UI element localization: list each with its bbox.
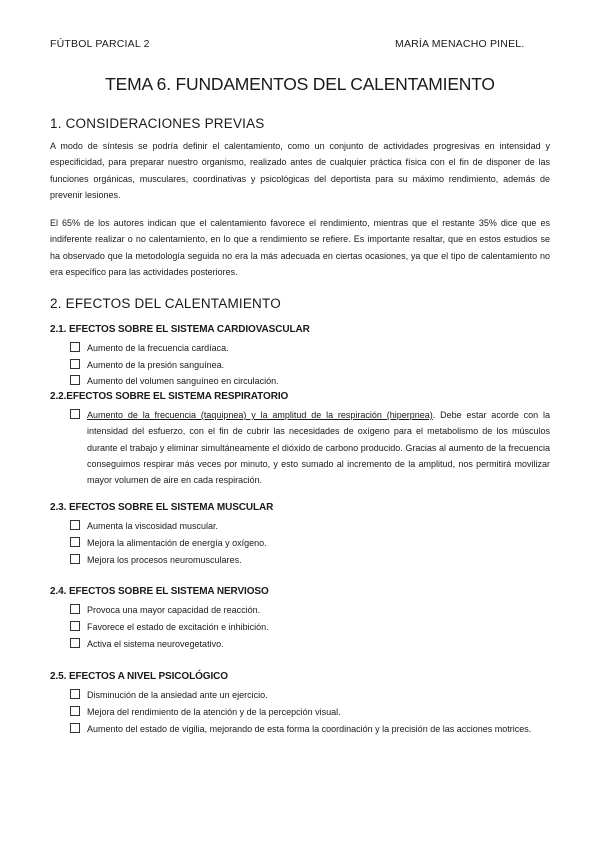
subsection-2-2-heading: 2.2.EFECTOS SOBRE EL SISTEMA RESPIRATORIO (50, 391, 289, 402)
list-item (70, 340, 550, 356)
subsection-2-3-heading: 2.3. EFECTOS SOBRE EL SISTEMA MUSCULAR (50, 502, 274, 513)
checkbox-icon (70, 409, 80, 419)
list-item-text: Aumento del estado de vigilia, mejorando de esta forma la coordinación y la precisión de las acciones motrices. (87, 724, 532, 734)
list-item (70, 518, 550, 534)
list-item (70, 357, 550, 373)
checkbox-icon (70, 638, 80, 648)
list-item (70, 619, 550, 635)
list-item (70, 373, 550, 389)
list-item-text: Mejora los procesos neuromusculares. (87, 555, 242, 565)
list-item (70, 407, 550, 488)
underlined-text: Aumento de la frecuencia (taquipnea) y la amplitud de la respiración (hiperpnea) (87, 410, 433, 420)
list-item (70, 552, 550, 568)
checkbox-icon (70, 604, 80, 614)
subsection-2-1-heading: 2.1. EFECTOS SOBRE EL SISTEMA CARDIOVASCULAR (50, 324, 310, 335)
checkbox-icon (70, 342, 80, 352)
subsection-2-4-heading: 2.4. EFECTOS SOBRE EL SISTEMA NERVIOSO (50, 586, 269, 597)
list-item-text: Aumento del volumen sanguíneo en circulación. (87, 376, 279, 386)
list-item-text: Aumento de la frecuencia cardíaca. (87, 343, 229, 353)
checkbox-icon (70, 621, 80, 631)
list-item-text: Disminución de la ansiedad ante un ejercicio. (87, 690, 268, 700)
list-item-text: Activa el sistema neurovegetativo. (87, 639, 224, 649)
list-item (70, 721, 550, 737)
header-right: MARÍA MENACHO PINEL. (395, 38, 525, 50)
section-2-heading: 2. EFECTOS DEL CALENTAMIENTO (50, 296, 281, 311)
checkbox-icon (70, 554, 80, 564)
subsection-2-5-heading: 2.5. EFECTOS A NIVEL PSICOLÓGICO (50, 671, 228, 682)
checkbox-icon (70, 689, 80, 699)
section-1-paragraph-1: A modo de síntesis se podría definir el calentamiento, como un conjunto de actividades progresivas en intensidad y especificidad, para preparar nuestro organismo, realizado antes de cualquier práctica física con el fin de disponer de las funciones orgánicas, musculares, coordinativas y psicológicas del deportista para su máximo rendimiento, además de prevenir lesiones. (50, 141, 550, 200)
list-item (70, 535, 550, 551)
checkbox-icon (70, 723, 80, 733)
list-item-text: Aumenta la viscosidad muscular. (87, 521, 219, 531)
list-item-text (87, 407, 550, 488)
checkbox-icon (70, 375, 80, 385)
list-item-text: Mejora la alimentación de energía y oxígeno. (87, 538, 267, 548)
checkbox-icon (70, 520, 80, 530)
list-item-rest: . Debe estar acorde con la intensidad del esfuerzo, con el fin de cubrir las necesidades de oxígeno para el metabolismo de los músculos durante el trabajo y eliminar simultáneamente el dióxido de carbono producido. Gracias al aumento de la frecuencia conseguimos respirar más veces por minuto, y esto sumado al incremento de la amplitud, nos permitirá movilizar mayor volumen de aire en cada respiración. (87, 410, 550, 486)
list-item-text: Aumento de la presión sanguínea. (87, 360, 225, 370)
header-left: FÚTBOL PARCIAL 2 (50, 38, 150, 50)
list-item (70, 602, 550, 618)
section-1-paragraph-2: El 65% de los autores indican que el calentamiento favorece el rendimiento, mientras que el restante 35% dice que es indiferente realizar o no calentamiento, en lo que a rendimiento se refiere. Es importante resaltar, que en estos estudios se ha observado que la metodología seguida no era la más adecuada en ciertas ocasiones, ya que el tipo de calentamiento no era específico para las actividades posteriores. (50, 218, 550, 277)
checkbox-icon (70, 537, 80, 547)
list-item (70, 687, 550, 703)
list-item-text: Favorece el estado de excitación e inhibición. (87, 622, 269, 632)
list-item (70, 636, 550, 652)
page-title: TEMA 6. FUNDAMENTOS DEL CALENTAMIENTO (105, 74, 495, 94)
checkbox-icon (70, 706, 80, 716)
section-1-heading: 1. CONSIDERACIONES PREVIAS (50, 116, 265, 131)
checkbox-icon (70, 359, 80, 369)
list-item-text: Mejora del rendimiento de la atención y de la percepción visual. (87, 707, 341, 717)
list-item (70, 704, 550, 720)
list-item-text: Provoca una mayor capacidad de reacción. (87, 605, 261, 615)
